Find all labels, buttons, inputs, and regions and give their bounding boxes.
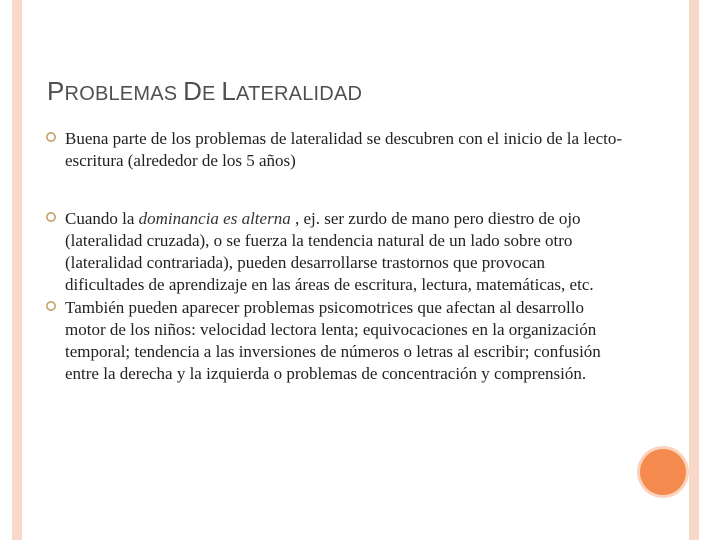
decorative-circle bbox=[640, 449, 686, 495]
slide-title bbox=[47, 76, 362, 107]
title-cap: P bbox=[47, 76, 65, 106]
bullet-list bbox=[45, 128, 625, 385]
slide-border-left bbox=[12, 0, 22, 540]
slide-border-right bbox=[689, 0, 699, 540]
bullet-text: Buena parte de los problemas de lateralidad se descubren con el inicio de la lecto-escritura (alrededor de los 5 años) bbox=[65, 129, 622, 170]
ring-bullet-icon bbox=[45, 300, 57, 312]
bullet-item bbox=[45, 208, 625, 296]
bullet-text: También pueden aparecer problemas psicomotrices que afectan al desarrollo motor de los niños: velocidad lectora lenta; equivocaciones en la organización temporal; tendencia a las inversiones de números o letras al escribir; confusión entre la derecha y la izquierda o problemas de concentración y comprensión. bbox=[65, 298, 601, 383]
title-part: E bbox=[202, 83, 216, 105]
title-cap: D bbox=[183, 76, 203, 106]
ring-bullet-icon bbox=[45, 131, 57, 143]
bullet-emphasis: dominancia es alterna bbox=[138, 209, 291, 228]
ring-bullet-icon bbox=[45, 211, 57, 223]
title-cap: L bbox=[221, 76, 237, 106]
bullet-item bbox=[45, 128, 625, 172]
title-part: ROBLEMAS bbox=[64, 83, 178, 105]
bullet-text: Cuando la bbox=[65, 209, 139, 228]
title-part: ATERALIDAD bbox=[236, 83, 363, 105]
bullet-text: , ej. ser zurdo de mano pero diestro de ojo (lateralidad cruzada), o se fuerza la tendencia natural de un lado sobre otro (lateralidad contrariada), pueden desarrollarse trastornos que provocan dificultades de aprendizaje en las áreas de escritura, lectura, matemáticas, etc. bbox=[65, 209, 594, 294]
bullet-item bbox=[45, 297, 625, 385]
